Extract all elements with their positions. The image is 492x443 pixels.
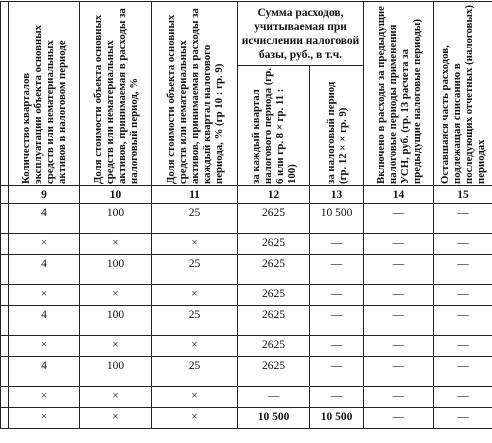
table-row — [1, 306, 492, 336]
header-col14-text: Включено в расходы за предыдущие налоговые периоды применения УСН, руб. (гр. 13 расчета за предыдущие налоговые периоды) — [374, 5, 423, 184]
cell-c11: × — [152, 408, 238, 429]
cell-c13: 10 500 — [310, 204, 364, 234]
header-col12-text: за каждый квартал налогового периода (гр. 6 или гр. 8 × гр. 11 : 100) — [249, 67, 298, 184]
row-lead-cell — [1, 336, 9, 357]
row-lead-cell — [1, 357, 9, 387]
cell-c9: × — [9, 285, 80, 306]
cell-c10: 100 — [80, 204, 152, 234]
cell-c14: — — [364, 357, 434, 387]
cell-c11: × — [152, 234, 238, 255]
table-row — [1, 285, 492, 306]
table-row — [1, 357, 492, 387]
cell-c14: — — [364, 306, 434, 336]
cell-c11: 25 — [152, 204, 238, 234]
row-lead-cell — [1, 387, 9, 408]
table-row — [1, 204, 492, 234]
cell-c15: — — [434, 408, 492, 429]
cell-c12: 2625 — [238, 234, 310, 255]
cell-c13: — — [310, 336, 364, 357]
cell-c11: × — [152, 285, 238, 306]
cell-c10: × — [80, 336, 152, 357]
cell-c12: — — [238, 387, 310, 408]
cell-c9: 4 — [9, 255, 80, 285]
cell-c13: — — [310, 306, 364, 336]
cell-c14: — — [364, 408, 434, 429]
column-number: 12 — [238, 186, 310, 204]
cell-c11: × — [152, 387, 238, 408]
lead-cell — [1, 2, 9, 186]
cell-c9: × — [9, 336, 80, 357]
row-lead-cell — [1, 408, 9, 429]
cell-c10: × — [80, 285, 152, 306]
cell-c13: — — [310, 387, 364, 408]
cell-c15: — — [434, 285, 492, 306]
column-number: 15 — [434, 186, 492, 204]
cell-c11: 25 — [152, 255, 238, 285]
row-lead-cell — [1, 204, 9, 234]
header-col13 — [310, 66, 364, 186]
column-number-lead — [1, 186, 9, 204]
column-number: 10 — [80, 186, 152, 204]
cell-c15: — — [434, 234, 492, 255]
cell-c12: 2625 — [238, 306, 310, 336]
column-numbers-row — [1, 186, 492, 204]
header-col14 — [364, 2, 434, 186]
cell-c15: — — [434, 357, 492, 387]
header-col9 — [9, 2, 80, 186]
table-row — [1, 408, 492, 429]
cell-c13: 10 500 — [310, 408, 364, 429]
table-row — [1, 387, 492, 408]
table-row — [1, 234, 492, 255]
column-number: 14 — [364, 186, 434, 204]
cell-c9: 4 — [9, 306, 80, 336]
cell-c9: 4 — [9, 357, 80, 387]
column-number: 13 — [310, 186, 364, 204]
cell-c9: × — [9, 387, 80, 408]
header-row — [1, 2, 492, 66]
row-lead-cell — [1, 306, 9, 336]
cell-c11: × — [152, 336, 238, 357]
cell-c14: — — [364, 234, 434, 255]
cell-c15: — — [434, 204, 492, 234]
cell-c14: — — [364, 204, 434, 234]
row-lead-cell — [1, 234, 9, 255]
column-number: 11 — [152, 186, 238, 204]
cell-c13: — — [310, 255, 364, 285]
cell-c10: 100 — [80, 255, 152, 285]
row-lead-cell — [1, 285, 9, 306]
cell-c13: — — [310, 234, 364, 255]
cell-c12: 2625 — [238, 204, 310, 234]
table-row — [1, 255, 492, 285]
cell-c11: 25 — [152, 357, 238, 387]
cell-c15: — — [434, 336, 492, 357]
header-group-sum: Сумма расходов, учитываемая при исчислении налоговой базы, руб., в т.ч. — [238, 2, 364, 66]
header-col12 — [238, 66, 310, 186]
cell-c12: 2625 — [238, 357, 310, 387]
header-col10 — [80, 2, 152, 186]
header-col13-text: за налоговый период (гр. 12 × × гр. 9) — [324, 81, 349, 184]
header-col11 — [152, 2, 238, 186]
cell-c14: — — [364, 285, 434, 306]
table-row — [1, 336, 492, 357]
cell-c11: 25 — [152, 306, 238, 336]
cell-c9: × — [9, 234, 80, 255]
cell-c9: × — [9, 408, 80, 429]
header-col15-text: Оставшаяся часть расходов, подлежащая списанию в последующих отчетных (налоговых) периодах — [439, 4, 487, 184]
cell-c14: — — [364, 336, 434, 357]
header-col10-text: Доля стоимости объекта основных средств или нематериальных активов, принимаемая в расходы за налоговый период, % — [91, 7, 140, 184]
cell-c9: 4 — [9, 204, 80, 234]
cell-c12: 2625 — [238, 336, 310, 357]
cell-c10: 100 — [80, 306, 152, 336]
expense-table — [0, 1, 492, 429]
cell-c10: × — [80, 234, 152, 255]
row-lead-cell — [1, 255, 9, 285]
cell-c10: × — [80, 387, 152, 408]
table-body — [1, 204, 492, 429]
header-col15 — [434, 2, 492, 186]
cell-c12: 2625 — [238, 255, 310, 285]
cell-c15: — — [434, 306, 492, 336]
cell-c14: — — [364, 255, 434, 285]
header-col9-text: Количество кварталов эксплуатации объекта основных средств или нематериальных активов в налоговом периоде — [20, 24, 68, 184]
column-number: 9 — [9, 186, 80, 204]
header-col11-text: Доля стоимости объекта основных средств или нематериальных активов, принимаемая в расходы за каждый квартал налогового периода, % (гр 10 : гр. 9) — [164, 7, 225, 184]
cell-c10: × — [80, 408, 152, 429]
cell-c13: — — [310, 357, 364, 387]
cell-c12: 10 500 — [238, 408, 310, 429]
cell-c10: 100 — [80, 357, 152, 387]
cell-c13: — — [310, 285, 364, 306]
cell-c15: — — [434, 387, 492, 408]
cell-c12: 2625 — [238, 285, 310, 306]
cell-c14: — — [364, 387, 434, 408]
cell-c15: — — [434, 255, 492, 285]
